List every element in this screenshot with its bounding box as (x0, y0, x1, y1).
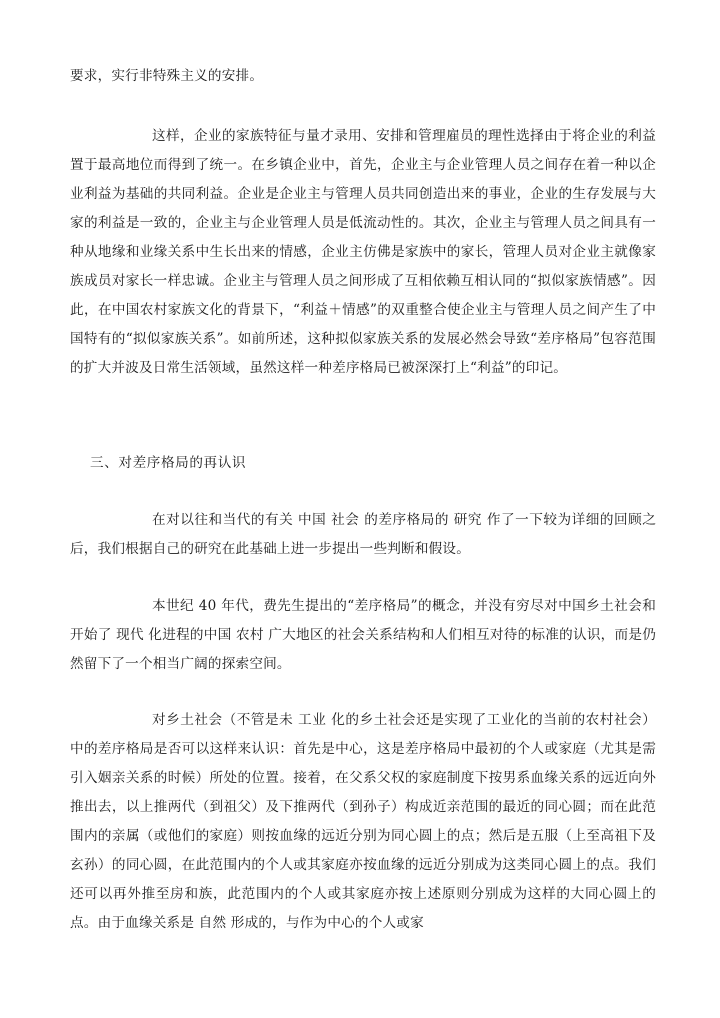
paragraph-continuation: 要求，实行非特殊主义的安排。 (70, 68, 264, 84)
paragraph-enterprise-family: 这样，企业的家族特征与量才录用、安排和管理雇员的理性选择由于将企业的利益置于最高地位而得到了统一。在乡镇企业中，首先，企业主与企业管理人员之间存在着一种以企业利益为基础的共同利益。企业是企业主与管理人员共同创造出来的事业，企业的生存发展与大家的利益是一致的，企业主与企业管理人员是低流动性的。其次，企业主与管理人员之间具有一种从地缘和业缘关系中生长出来的情感，企业主仿佛是家族中的家长，管理人员对企业主就像家族成员对家长一样忠诚。企业主与管理人员之间形成了互相依赖互相认同的“拟似家族情感”。因此，在中国农村家族文化的背景下，“利益＋情感”的双重整合使企业主与管理人员之间产生了中国特有的“拟似家族关系”。如前所述，这种拟似家族关系的发展必然会导致“差序格局”包容范围的扩大并波及日常生活领域，虽然这样一种差序格局已被深深打上“利益”的印记。 (70, 128, 656, 376)
paragraph-review: 在对以往和当代的有关 中国 社会 的差序格局的 研究 作了一下较为详细的回顾之后，我们根据自己的研究在此基础上进一步提出一些判断和假设。 (70, 512, 656, 557)
paragraph-rural-society: 对乡土社会（不管是未 工业 化的乡土社会还是实现了工业化的当前的农村社会）中的差序格局是否可以这样来认识：首先是中心，这是差序格局中最初的个人或家庭（尤其是需引入姻亲关系的时候）所处的位置。接着，在父系父权的家庭制度下按男系血缘关系的远近向外推出去，以上推两代（到祖父）及下推两代（到孙子）构成近亲范围的最近的同心圆；而在此范围内的亲属（或他们的家庭）则按血缘的远近分别为同心圆上的点；然后是五服（上至高祖下及玄孙）的同心圆，在此范围内的个人或其家庭亦按血缘的远近分别成为这类同心圆上的点。我们还可以再外推至房和族，此范围内的个人或其家庭亦按上述原则分别成为这样的大同心圆上的点。由于血缘关系是 自然 形成的，与作为中心的个人或家 (70, 712, 656, 931)
section-heading: 三、对差序格局的再认识 (90, 455, 247, 471)
paragraph-fei-concept: 本世纪 40 年代，费先生提出的“差序格局”的概念，并没有穷尽对中国乡土社会和开始了 现代 化进程的中国 农村 广大地区的社会关系结构和人们相互对待的标准的认识，而是仍然留下了一个相当广阔的探索空间。 (70, 598, 656, 672)
